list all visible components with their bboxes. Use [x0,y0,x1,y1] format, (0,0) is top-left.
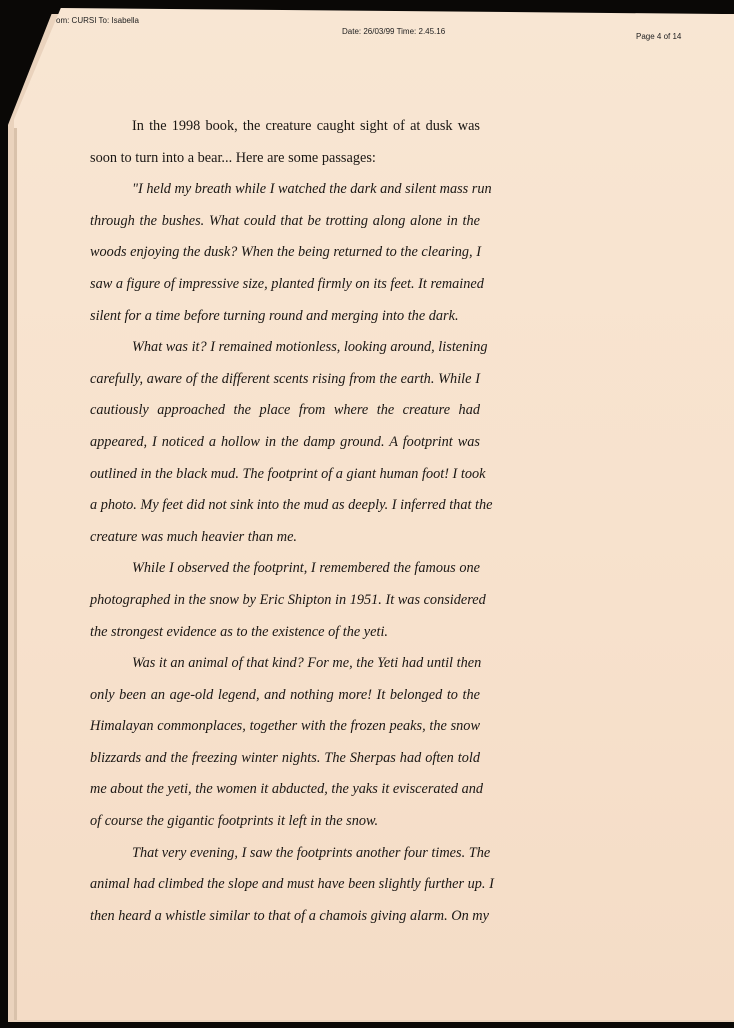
text-line: only been an age-old legend, and nothing more! It belonged to the [90,686,480,703]
text-line: While I observed the footprint, I remembered the famous one [132,560,480,577]
page-number: Page 4 of 14 [636,32,682,41]
text-line: soon to turn into a bear... Here are some passages: [90,149,376,166]
text-line: then heard a whistle similar to that of a chamois giving alarm. On my [90,907,489,924]
paragraph [90,335,493,556]
text-line: That very evening, I saw the footprints another four times. The [132,844,491,861]
text-line: through the bushes. What could that be trotting along alone in the [90,212,480,229]
paragraph [90,841,494,936]
text-line: creature was much heavier than me. [90,528,297,545]
paragraph [90,177,492,335]
page-edge [14,128,17,1028]
text-line: outlined in the black mud. The footprint of a giant human foot! I took [90,465,486,482]
paragraph [90,556,486,651]
paragraph [90,114,480,177]
text-line: a photo. My feet did not sink into the mud as deeply. I inferred that the [90,497,493,514]
text-line: appeared, I noticed a hollow in the damp ground. A footprint was [90,433,480,450]
text-line: Was it an animal of that kind? For me, the Yeti had until then [132,655,482,672]
text-line: cautiously approached the place from where the creature had [90,402,480,419]
text-line: saw a figure of impressive size, planted firmly on its feet. It remained [90,275,484,292]
text-line: Himalayan commonplaces, together with the frozen peaks, the snow [90,718,480,735]
document-body [90,114,494,935]
text-line: animal had climbed the slope and must have been slightly further up. I [90,876,494,893]
text-line: carefully, aware of the different scents rising from the earth. While I [90,370,480,387]
text-line: photographed in the snow by Eric Shipton in 1951. It was considered [90,591,486,608]
fax-from-to: om: CURSI To: Isabella [56,16,139,25]
text-line: the strongest evidence as to the existence of the yeti. [90,623,389,640]
text-line: In the 1998 book, the creature caught sight of at dusk was [132,118,480,134]
text-line: What was it? I remained motionless, looking around, listening [132,339,488,356]
text-line: silent for a time before turning round and merging into the dark. [90,307,459,324]
text-line: "I held my breath while I watched the dark and silent mass run [132,181,492,198]
text-line: of course the gigantic footprints it left in the snow. [90,813,379,830]
text-line: woods enjoying the dusk? When the being returned to the clearing, I [90,244,481,261]
paragraph [90,651,484,841]
text-line: me about the yeti, the women it abducted, the yaks it eviscerated and [90,781,484,798]
fax-date-time: Date: 26/03/99 Time: 2.45.16 [342,27,446,36]
text-line: blizzards and the freezing winter nights. The Sherpas had often told [90,749,480,766]
